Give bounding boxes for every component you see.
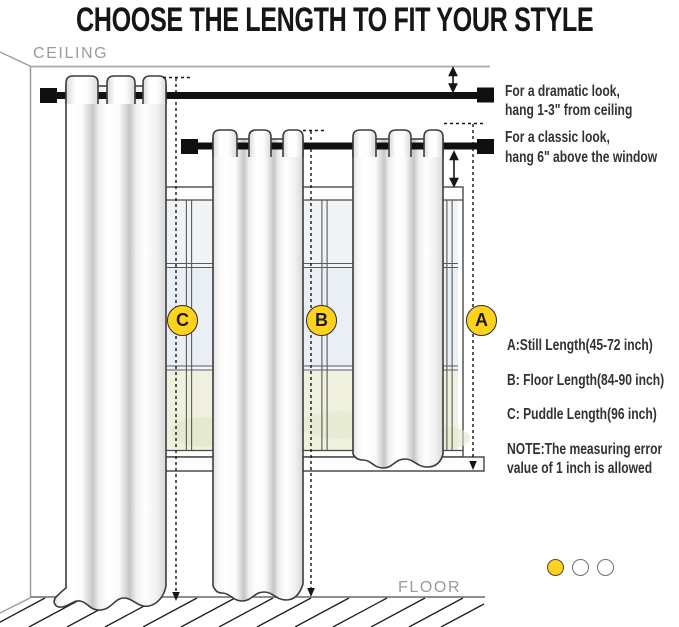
ceiling-gap-arrow-down bbox=[449, 84, 456, 92]
tip-classic-line1: For a classic look, bbox=[505, 129, 610, 146]
curtain-c-panel bbox=[54, 86, 166, 610]
tip-dramatic-line2: hang 1-3" from ceiling bbox=[505, 102, 633, 119]
length-a-label: A:Still Length(45-72 inch) bbox=[507, 337, 653, 354]
ceiling-label: CEILING bbox=[33, 45, 109, 62]
curtain-b-panel bbox=[213, 139, 303, 601]
floor-label: FLOOR bbox=[398, 579, 462, 596]
window-gap-arrow-down bbox=[450, 179, 457, 187]
curtain-a-panel bbox=[353, 139, 443, 468]
marker-c: C bbox=[167, 305, 198, 336]
rod-bracket bbox=[181, 139, 198, 154]
ceiling-corner-line bbox=[0, 52, 30, 66]
note-line1: NOTE:The measuring error bbox=[507, 441, 663, 458]
rod-bracket bbox=[40, 88, 57, 103]
marker-a: A bbox=[466, 305, 497, 336]
carousel-dot-1[interactable] bbox=[547, 559, 564, 576]
rod-finial bbox=[477, 139, 494, 154]
carousel-dots bbox=[547, 559, 614, 576]
tip-classic-line2: hang 6" above the window bbox=[505, 149, 658, 166]
length-c-label: C: Puddle Length(96 inch) bbox=[507, 406, 657, 423]
rod-finial bbox=[477, 88, 494, 103]
window-gap-arrow-up bbox=[450, 152, 457, 160]
ceiling-gap-arrow-up bbox=[449, 68, 456, 76]
carousel-dot-3[interactable] bbox=[597, 559, 614, 576]
carousel-dot-2[interactable] bbox=[572, 559, 589, 576]
page-title: CHOOSE THE LENGTH TO FIT YOUR STYLE bbox=[76, 1, 594, 39]
length-b-label: B: Floor Length(84-90 inch) bbox=[507, 372, 665, 389]
tip-dramatic-line1: For a dramatic look, bbox=[505, 83, 620, 100]
marker-b: B bbox=[306, 305, 337, 336]
arrowhead-b bbox=[307, 588, 315, 597]
floor-corner-line bbox=[0, 598, 30, 613]
note-line2: value of 1 inch is allowed bbox=[507, 460, 653, 477]
